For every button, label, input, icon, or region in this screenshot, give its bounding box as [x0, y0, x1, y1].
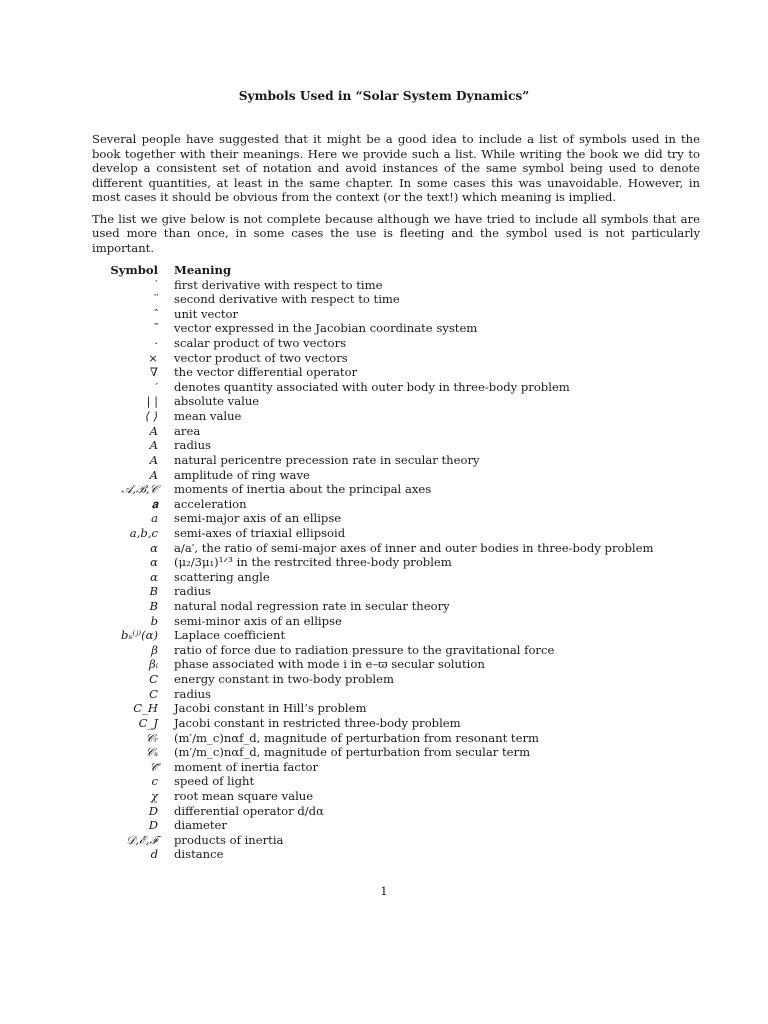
meaning-cell: radius	[174, 686, 212, 701]
meaning-cell: vector product of two vectors	[174, 350, 348, 365]
meaning-cell: phase associated with mode i in e–ϖ secular solution	[174, 657, 485, 672]
meaning-cell: natural nodal regression rate in secular theory	[174, 599, 450, 614]
meaning-cell: (m′/m_c)nαf_d, magnitude of perturbation from resonant term	[174, 730, 539, 745]
meaning-cell: energy constant in two-body problem	[174, 672, 394, 687]
meaning-cell: diameter	[174, 818, 227, 833]
meaning-cell: semi-minor axis of an ellipse	[174, 613, 342, 628]
table-row	[92, 657, 712, 672]
meaning-cell: Jacobi constant in restricted three-body problem	[174, 715, 461, 730]
meaning-cell: moments of inertia about the principal axes	[174, 482, 432, 497]
table-row	[92, 526, 712, 541]
symbol-cell: ˙	[152, 277, 158, 292]
symbol-cell: bₛ⁽ʲ⁾(α)	[121, 628, 158, 643]
table-row	[92, 672, 712, 687]
symbol-cell: 𝒜,ℬ,𝒞	[121, 482, 158, 497]
meaning-cell: semi-major axis of an ellipse	[174, 511, 342, 526]
meaning-cell: natural pericentre precession rate in secular theory	[174, 452, 480, 467]
meaning-cell: amplitude of ring wave	[174, 467, 310, 482]
meaning-cell: radius	[174, 438, 212, 453]
table-row	[92, 278, 712, 293]
table-row	[92, 453, 712, 468]
symbol-cell: β	[151, 642, 158, 657]
intro-paragraph: The list we give below is not complete because although we have tried to include all symbols that are used more than once, in some cases the use is fleeting and the symbol used is not particularly important.	[92, 211, 700, 255]
meaning-cell: ratio of force due to radiation pressure to the gravitational force	[174, 642, 555, 657]
meaning-cell: differential operator d/dα	[174, 803, 324, 818]
meaning-cell: absolute value	[174, 394, 260, 409]
meaning-cell: first derivative with respect to time	[174, 277, 383, 292]
table-row	[92, 336, 712, 351]
symbol-cell: A	[149, 452, 158, 467]
meaning-cell: radius	[174, 584, 212, 599]
table-row	[92, 584, 712, 599]
symbol-cell: ⟨ ⟩	[145, 409, 158, 424]
meaning-cell: Jacobi constant in Hill’s problem	[174, 701, 367, 716]
table-row	[92, 599, 712, 614]
symbol-cell: a	[151, 511, 158, 526]
intro-paragraph: Several people have suggested that it might be a good idea to include a list of symbols used in the book together with their meanings. Here we provide such a list. While writing the book we did try to develop a consistent set of notation and avoid instances of the same symbol being used to denote different quantities, at least in the same chapter. In some cases this was unavoidable. However, in most cases it should be obvious from the context (or the text!) which meaning is implied.	[92, 132, 700, 204]
table-row	[92, 394, 712, 409]
symbol-cell: 𝒟,ℰ,ℱ	[126, 832, 158, 847]
symbol-cell: a,b,c	[129, 525, 158, 540]
table-row	[92, 409, 712, 424]
symbol-table	[92, 263, 712, 862]
symbol-cell: α	[150, 540, 158, 555]
symbol-cell: α	[150, 555, 158, 570]
meaning-cell: Laplace coefficient	[174, 628, 286, 643]
symbol-cell: B	[149, 599, 158, 614]
symbol-cell: A	[149, 438, 158, 453]
symbol-cell: | |	[146, 394, 158, 409]
symbol-cell: c	[151, 774, 158, 789]
table-row	[92, 555, 712, 570]
table-row	[92, 292, 712, 307]
meaning-cell: scattering angle	[174, 569, 270, 584]
meaning-column-header: Meaning	[174, 263, 232, 277]
table-row	[92, 541, 712, 556]
meaning-cell: area	[174, 423, 201, 438]
meaning-cell: root mean square value	[174, 788, 314, 803]
symbol-column-header: Symbol	[110, 263, 158, 277]
table-row	[92, 804, 712, 819]
table-row	[92, 307, 712, 322]
symbol-cell: ·	[154, 336, 158, 351]
symbol-cell: C_H	[133, 701, 158, 716]
symbol-cell: A	[149, 467, 158, 482]
meaning-cell: a/a′, the ratio of semi-major axes of inner and outer bodies in three-body problem	[174, 540, 654, 555]
table-row	[92, 687, 712, 702]
symbol-cell: ˜	[152, 321, 158, 336]
intro-text	[92, 132, 700, 262]
table-row	[92, 833, 712, 848]
table-row	[92, 774, 712, 789]
meaning-cell: (m′/m_c)nαf_d, magnitude of perturbation from secular term	[174, 745, 531, 760]
meaning-cell: vector expressed in the Jacobian coordinate system	[174, 321, 478, 336]
symbol-table-header	[92, 263, 712, 278]
symbol-cell: χ	[150, 788, 158, 803]
page-title: Symbols Used in “Solar System Dynamics”	[238, 89, 530, 103]
table-row	[92, 351, 712, 366]
symbol-cell: ×	[148, 350, 158, 365]
table-row	[92, 321, 712, 336]
table-row	[92, 614, 712, 629]
meaning-cell: semi-axes of triaxial ellipsoid	[174, 525, 346, 540]
symbol-cell: b	[150, 613, 158, 628]
symbol-cell: 𝒞ₛ	[145, 745, 158, 760]
table-row	[92, 847, 712, 862]
symbol-cell: ′	[155, 379, 158, 394]
symbol-table-body	[92, 278, 712, 862]
table-row	[92, 760, 712, 775]
meaning-cell: (μ₂/3μ₁)¹ᐟ³ in the restrcited three-body problem	[174, 555, 452, 570]
symbol-cell: C	[149, 686, 158, 701]
symbol-cell: 𝒞̄	[149, 759, 158, 774]
table-row	[92, 628, 712, 643]
meaning-cell: moment of inertia factor	[174, 759, 319, 774]
meaning-cell: scalar product of two vectors	[174, 336, 347, 351]
table-row	[92, 818, 712, 833]
meaning-cell: unit vector	[174, 306, 239, 321]
table-row	[92, 716, 712, 731]
table-row	[92, 701, 712, 716]
symbol-cell: d	[150, 847, 158, 862]
symbol-cell: ∇	[149, 365, 158, 380]
meaning-cell: the vector differential operator	[174, 365, 358, 380]
symbol-cell: ˆ	[152, 306, 158, 321]
table-row	[92, 570, 712, 585]
table-row	[92, 380, 712, 395]
symbol-cell: βᵢ	[148, 657, 158, 672]
meaning-cell: products of inertia	[174, 832, 284, 847]
table-row	[92, 438, 712, 453]
symbol-cell: D	[148, 818, 158, 833]
table-row	[92, 789, 712, 804]
symbol-cell: D	[148, 803, 158, 818]
symbol-cell: ¨	[152, 292, 158, 307]
symbol-cell: B	[149, 584, 158, 599]
table-row	[92, 745, 712, 760]
symbol-cell: A	[149, 423, 158, 438]
symbol-cell: 𝐚	[151, 496, 158, 511]
table-row	[92, 511, 712, 526]
table-row	[92, 482, 712, 497]
meaning-cell: denotes quantity associated with outer body in three-body problem	[174, 379, 570, 394]
table-row	[92, 497, 712, 512]
table-row	[92, 468, 712, 483]
table-row	[92, 365, 712, 380]
table-row	[92, 643, 712, 658]
page-number: 1	[380, 884, 388, 898]
symbol-cell: C_J	[138, 715, 158, 730]
symbol-cell: 𝒞ᵣ	[145, 730, 158, 745]
meaning-cell: mean value	[174, 409, 242, 424]
symbol-cell: C	[149, 672, 158, 687]
meaning-cell: acceleration	[174, 496, 247, 511]
symbol-cell: α	[150, 569, 158, 584]
meaning-cell: second derivative with respect to time	[174, 292, 400, 307]
meaning-cell: speed of light	[174, 774, 255, 789]
table-row	[92, 731, 712, 746]
meaning-cell: distance	[174, 847, 224, 862]
table-row	[92, 424, 712, 439]
